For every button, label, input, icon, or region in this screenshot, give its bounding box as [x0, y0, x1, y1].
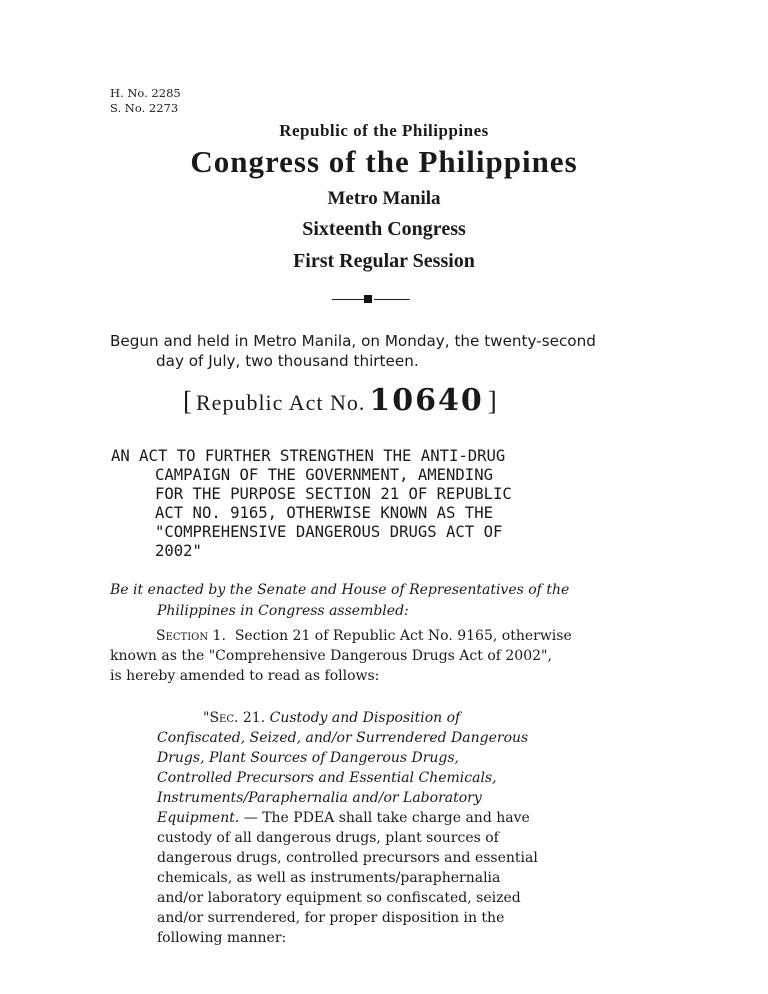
section-1-line-3: is hereby amended to read as follows: [110, 668, 380, 684]
act-title [111, 447, 512, 561]
quote-body-line: and/or laboratory equipment so confiscated, seized [157, 890, 521, 906]
republic-act-heading [183, 383, 497, 418]
quote-body-line: following manner: [157, 930, 287, 946]
section-1-label: Section 1. [156, 628, 226, 644]
enacting-line-2: Philippines in Congress assembled: [157, 603, 409, 619]
quote-heading: Drugs, Plant Sources of Dangerous Drugs, [157, 750, 460, 766]
quoted-section-21 [157, 708, 538, 948]
begun-line-2: day of July, two thousand thirteen. [156, 352, 419, 370]
masthead-session: First Regular Session [293, 250, 475, 272]
quote-line [157, 768, 538, 788]
enacting-clause [110, 580, 569, 622]
quote-line [157, 748, 538, 768]
ra-number: 10640 [369, 383, 484, 418]
title-line: "COMPREHENSIVE DANGEROUS DRUGS ACT OF [155, 523, 503, 541]
quote-line [157, 788, 538, 808]
quote-heading: Instruments/Paraphernalia and/or Laboratory [157, 790, 482, 806]
house-bill-number: H. No. 2285 [110, 86, 181, 100]
title-line: FOR THE PURPOSE SECTION 21 OF REPUBLIC [155, 485, 512, 503]
section-1-line-2: known as the "Comprehensive Dangerous Drugs Act of 2002", [110, 648, 552, 664]
divider-ornament [332, 298, 410, 302]
quote-line [157, 708, 538, 728]
quote-heading: Custody and Disposition of [269, 710, 461, 726]
begun-statement [110, 331, 670, 371]
quote-body-line: and/or surrendered, for proper disposition in the [157, 910, 505, 926]
section-1-text: Section 21 of Republic Act No. 9165, otherwise [234, 628, 572, 644]
quote-line [157, 728, 538, 748]
quote-body-line: custody of all dangerous drugs, plant sources of [157, 830, 499, 846]
section-1-line-1 [110, 626, 572, 646]
masthead-congress: Congress of the Philippines [190, 144, 578, 179]
title-line: AN ACT TO FURTHER STRENGTHEN THE ANTI-DRUG [111, 447, 506, 465]
masthead-congress-number: Sixteenth Congress [302, 218, 466, 240]
title-line: ACT NO. 9165, OTHERWISE KNOWN AS THE [155, 504, 493, 522]
ra-open-bracket: [ [183, 386, 192, 416]
quote-label: "Sec. 21. [203, 710, 266, 726]
quote-heading: Equipment. [157, 810, 240, 826]
quote-body-line: chemicals, as well as instruments/paraphernalia [157, 870, 501, 886]
title-line: 2002" [155, 542, 202, 560]
quote-line [157, 808, 538, 828]
quote-heading: Confiscated, Seized, and/or Surrendered Dangerous [157, 730, 529, 746]
ra-close-bracket: ] [487, 386, 497, 416]
quote-heading: Controlled Precursors and Essential Chemicals, [157, 770, 497, 786]
quote-body-line: dangerous drugs, controlled precursors and essential [157, 850, 538, 866]
ra-label: Republic Act No. [196, 390, 366, 415]
senate-bill-number: S. No. 2273 [110, 101, 179, 115]
begun-line-1: Begun and held in Metro Manila, on Monday, the twenty-second [110, 332, 596, 350]
bill-numbers [110, 86, 181, 116]
section-1 [110, 626, 572, 686]
quote-body: — The PDEA shall take charge and have [243, 810, 530, 826]
masthead-location: Metro Manila [327, 188, 441, 209]
enacting-line-1: Be it enacted by the Senate and House of Representatives of the [110, 582, 570, 598]
masthead-republic: Republic of the Philippines [279, 121, 489, 140]
title-line: CAMPAIGN OF THE GOVERNMENT, AMENDING [155, 466, 493, 484]
